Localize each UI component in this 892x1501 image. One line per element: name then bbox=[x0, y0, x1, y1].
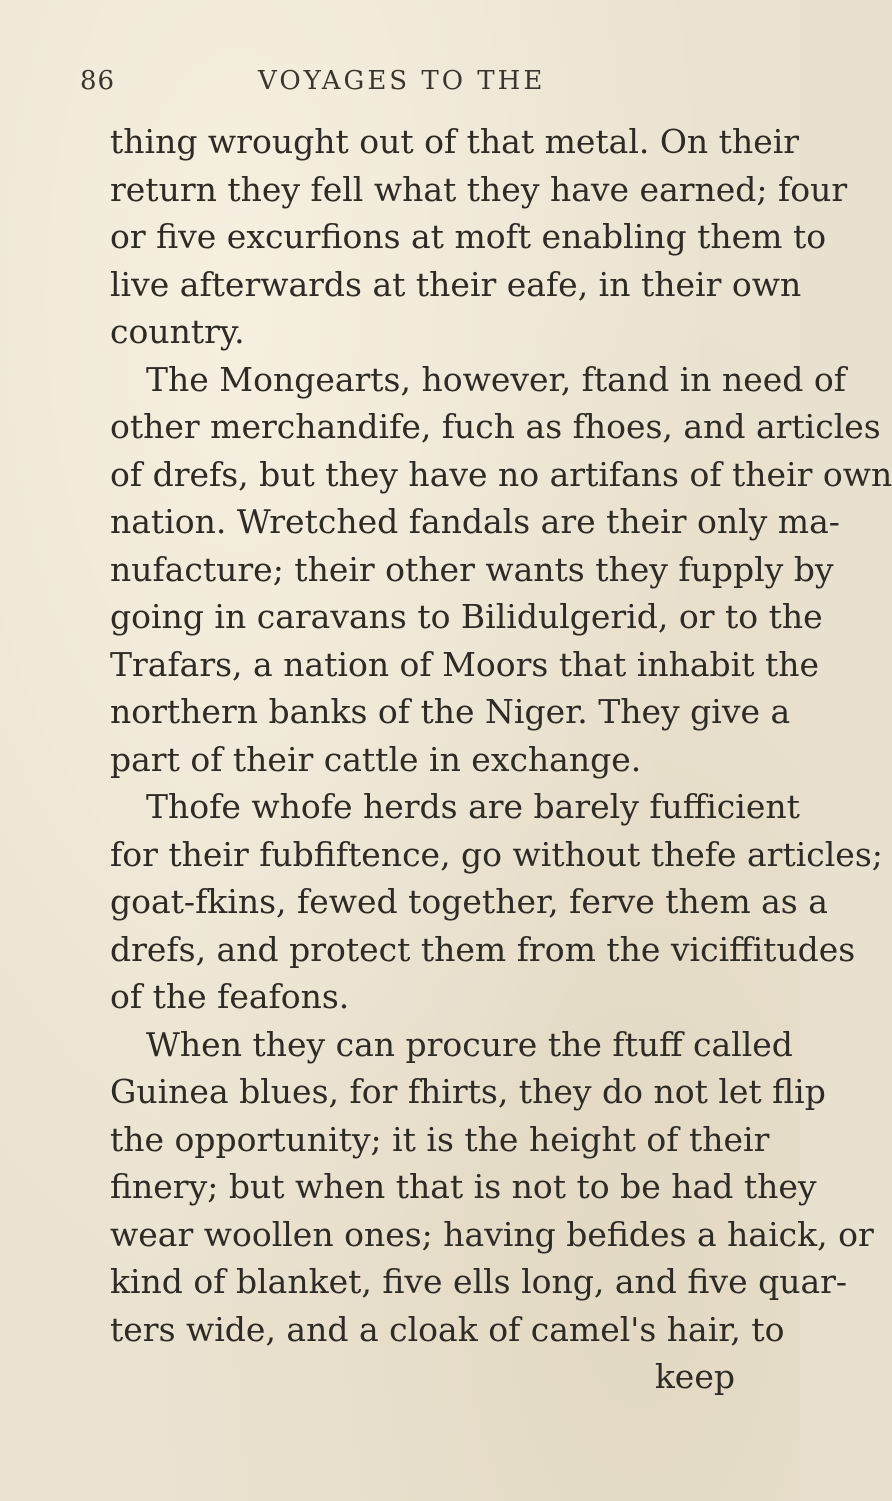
text-line: finery; but when that is not to be had they bbox=[110, 1167, 817, 1206]
running-head bbox=[80, 66, 720, 106]
page-number: 86 bbox=[80, 66, 116, 96]
text-line: drefs, and protect them from the viciffitudes bbox=[110, 929, 856, 969]
text-line: for their fubfiftence, go without thefe articles; bbox=[110, 834, 883, 874]
body-text bbox=[110, 118, 892, 1401]
text-line: goat-fkins, fewed together, ferve them as a bbox=[110, 882, 828, 921]
text-line: of drefs, but they have no artifans of their own bbox=[110, 454, 892, 494]
text-line: return they fell what they have earned; four bbox=[110, 169, 848, 209]
text-line: of the feafons. bbox=[110, 977, 350, 1016]
text-line: nation. Wretched fandals are their only ma- bbox=[110, 502, 840, 541]
text-line: northern banks of the Niger. They give a bbox=[110, 692, 791, 731]
text-line: part of their cattle in exchange. bbox=[110, 739, 642, 779]
paragraph-start: Thofe whofe herds are barely fufficient bbox=[146, 787, 800, 826]
text-line: nufacture; their other wants they fupply by bbox=[110, 549, 834, 589]
text-line: going in caravans to Bilidulgerid, or to the bbox=[110, 597, 823, 636]
text-line: country. bbox=[110, 312, 245, 351]
text-line: or five excurfions at moft enabling them to bbox=[110, 217, 827, 256]
text-line: Guinea blues, for fhirts, they do not let flip bbox=[110, 1072, 826, 1111]
text-line: the opportunity; it is the height of their bbox=[110, 1119, 770, 1159]
text-line: kind of blanket, five ells long, and five quar- bbox=[110, 1262, 848, 1301]
text-line: wear woollen ones; having befides a haick, or bbox=[110, 1214, 874, 1254]
text-line: thing wrought out of that metal. On their bbox=[110, 122, 800, 161]
paragraph-start: When they can procure the ftuff called bbox=[146, 1024, 793, 1064]
text-line: Trafars, a nation of Moors that inhabit the bbox=[110, 644, 820, 684]
paragraph-start: The Mongearts, however, ftand in need of bbox=[146, 359, 846, 399]
text-line: ters wide, and a cloak of camel's hair, to bbox=[110, 1309, 785, 1349]
text-line: other merchandife, fuch as fhoes, and articles bbox=[110, 407, 881, 446]
text-line: live afterwards at their eafe, in their own bbox=[110, 264, 802, 304]
catchword: keep bbox=[654, 1357, 735, 1396]
running-title: VOYAGES TO THE bbox=[258, 66, 546, 96]
